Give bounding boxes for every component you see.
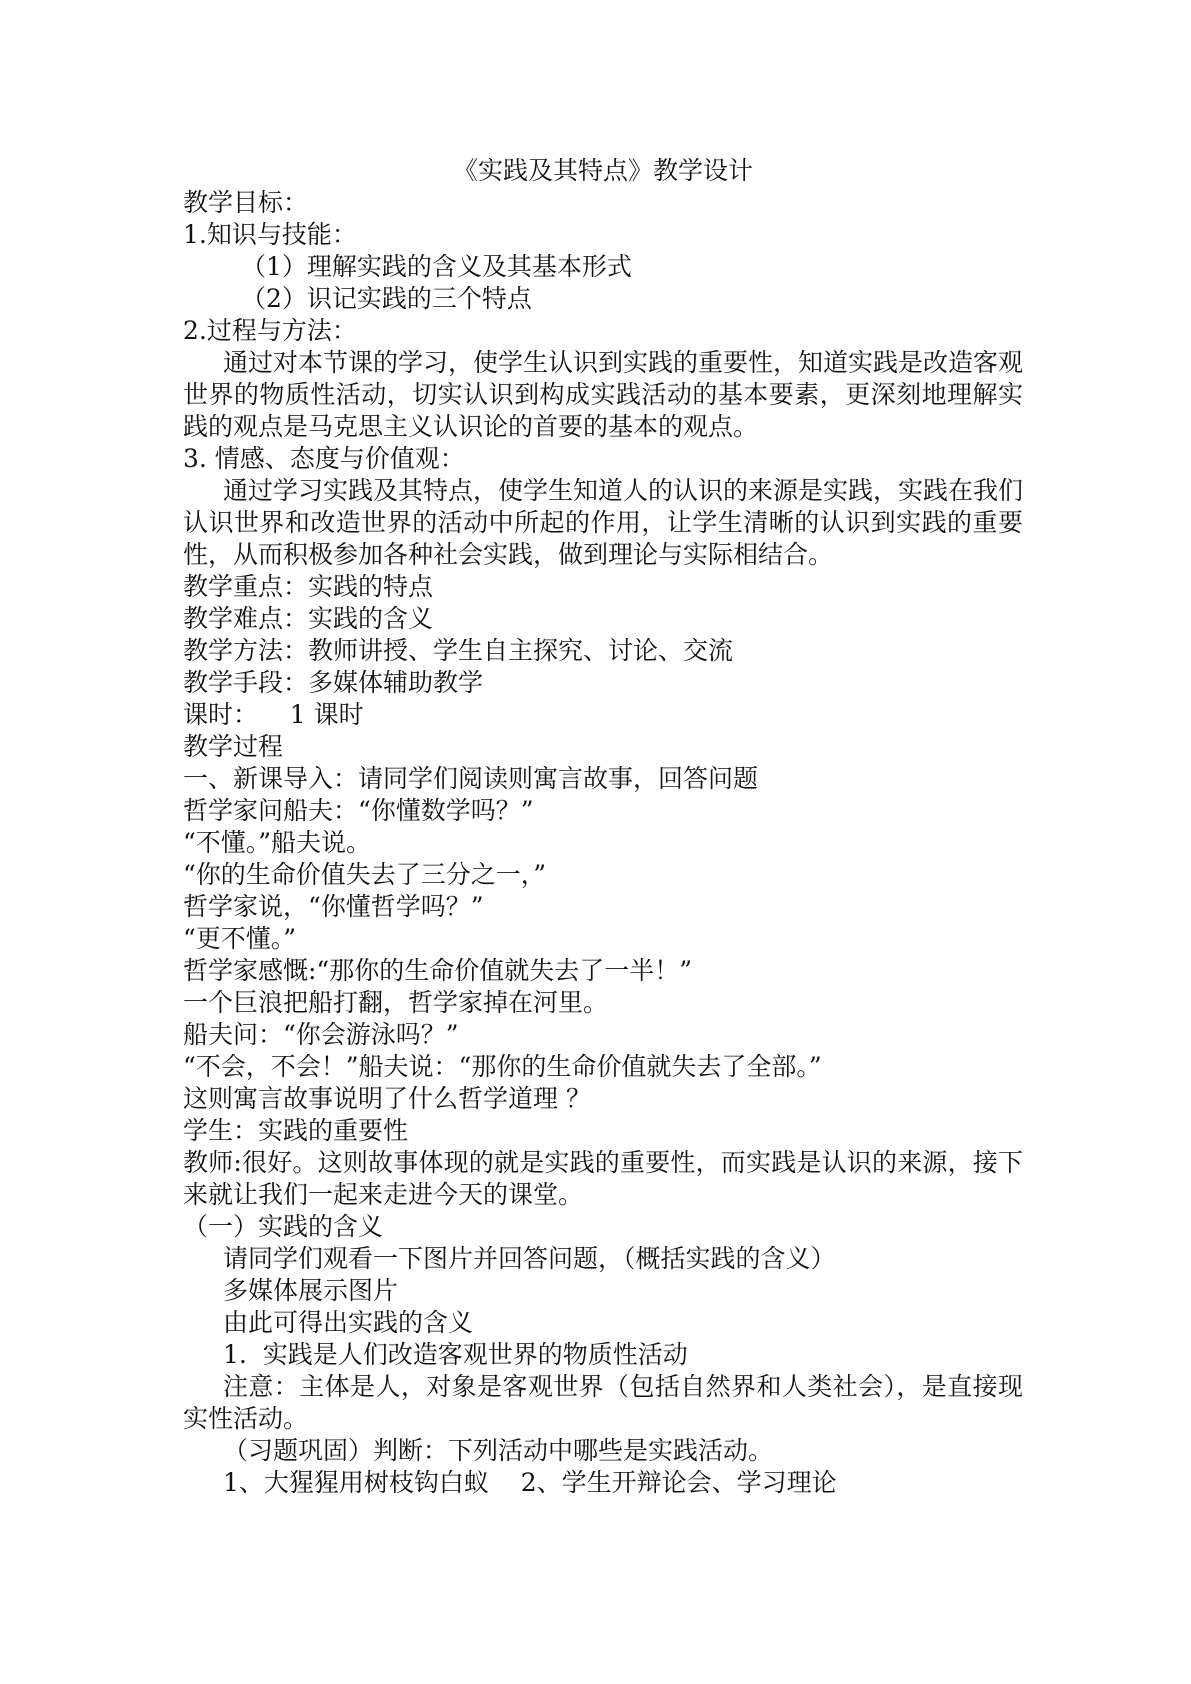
teaching-means: 教学手段：多媒体辅助教学	[183, 668, 484, 697]
fable-line: “更不懂。”	[183, 924, 297, 953]
objective-item-1: （1）理解实践的含义及其基本形式	[241, 252, 632, 281]
fable-line: 哲学家问船夫：“你懂数学吗？”	[183, 796, 534, 825]
student-answer: 学生：实践的重要性	[183, 1116, 409, 1145]
instruction-line: 多媒体展示图片	[223, 1276, 399, 1305]
document-title: 《实践及其特点》教学设计	[452, 156, 753, 185]
note-paragraph: 注意：主体是人，对象是客观世界（包括自然界和人类社会），是直接现实性活动。	[183, 1372, 1023, 1433]
subheading-emotion-values: 3. 情感、态度与价值观：	[183, 444, 465, 473]
fable-line: 一个巨浪把船打翻，哲学家掉在河里。	[183, 988, 609, 1017]
fable-line: 哲学家说，“你懂哲学吗？”	[183, 892, 484, 921]
section-heading-process: 教学过程	[183, 732, 284, 761]
document-page	[183, 155, 1023, 1499]
fable-line: “你的生命价值失去了三分之一，”	[183, 860, 547, 889]
subheading-knowledge-skills: 1.知识与技能：	[183, 220, 357, 249]
teacher-remark: 教师:很好。这则故事体现的就是实践的重要性，而实践是认识的来源，接下来就让我们一起来走进今天的课堂。	[183, 1148, 1023, 1209]
fable-line: 船夫问：“你会游泳吗？”	[183, 1020, 459, 1049]
teaching-method: 教学方法：教师讲授、学生自主探究、讨论、交流	[183, 636, 734, 665]
teaching-focus: 教学重点：实践的特点	[183, 572, 434, 601]
instruction-line: 由此可得出实践的含义	[223, 1308, 474, 1337]
lesson-intro: 一、新课导入：请同学们阅读则寓言故事，回答问题	[183, 764, 759, 793]
class-hours: 课时： 1 课时	[183, 700, 364, 729]
fable-line: 哲学家感慨:“那你的生命价值就失去了一半！”	[183, 956, 692, 985]
question-line: 这则寓言故事说明了什么哲学道理 ？	[183, 1084, 591, 1113]
definition-item-1: 1. 实践是人们改造客观世界的物质性活动	[223, 1340, 688, 1369]
section-heading-objectives: 教学目标：	[183, 188, 309, 217]
paragraph-process-method: 通过对本节课的学习，使学生认识到实践的重要性，知道实践是改造客观世界的物质性活动，切实认识到构成实践活动的基本要素，更深刻地理解实践的观点是马克思主义认识论的首要的基本的观点。	[183, 348, 1024, 441]
paragraph-emotion-values: 通过学习实践及其特点，使学生知道人的认识的来源是实践，实践在我们认识世界和改造世界的活动中所起的作用，让学生清晰的认识到实践的重要性，从而积极参加各种社会实践，做到理论与实际相结合。	[183, 476, 1024, 569]
exercise-items: 1、大猩猩用树枝钩白蚁 2、学生开辩论会、学习理论	[223, 1468, 837, 1497]
fable-line: “不会，不会！”船夫说：“那你的生命价值就失去了全部。”	[183, 1052, 822, 1081]
fable-line: “不懂。”船夫说。	[183, 828, 372, 857]
instruction-line: 请同学们观看一下图片并回答问题，（概括实践的含义）	[223, 1244, 836, 1273]
subsection-heading-meaning: （一）实践的含义	[183, 1212, 384, 1241]
exercise-heading: （习题巩固）判断：下列活动中哪些是实践活动。	[223, 1436, 774, 1465]
teaching-difficulty: 教学难点：实践的含义	[183, 604, 434, 633]
objective-item-2: （2）识记实践的三个特点	[241, 284, 532, 313]
subheading-process-method: 2.过程与方法：	[183, 316, 357, 345]
